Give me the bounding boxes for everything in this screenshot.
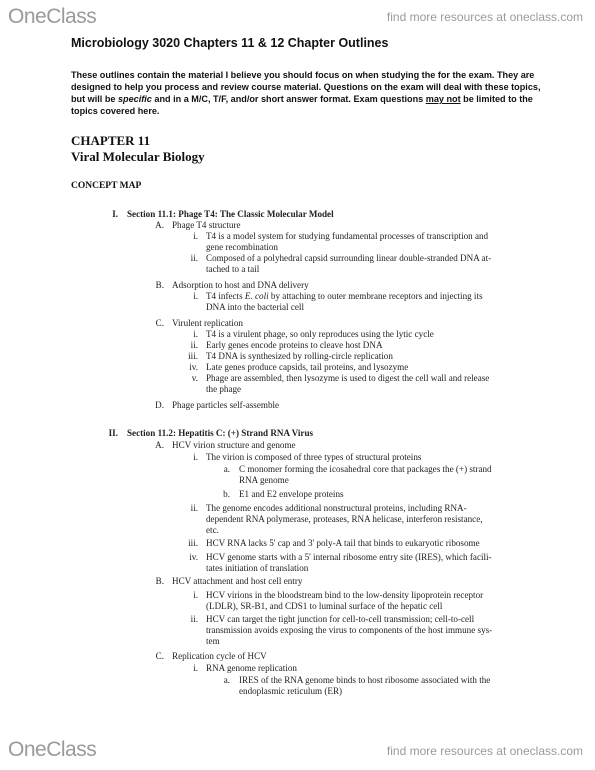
intro-paragraph <box>71 69 541 117</box>
outline-marker: iv. <box>189 362 198 372</box>
outline-marker: B. <box>155 576 164 586</box>
outline-item: The genome encodes additional nonstructural proteins, including RNA- <box>206 503 467 513</box>
oneclass-logo[interactable]: OneClass <box>8 738 97 761</box>
section-title: Section 11.1: Phage T4: The Classic Molecular Model <box>127 209 334 219</box>
outline-marker: iii. <box>188 351 198 361</box>
outline-marker: i. <box>193 231 198 241</box>
outline-item: HCV attachment and host cell entry <box>172 576 303 586</box>
outline-marker: A. <box>155 220 164 230</box>
outline-item-cont: gene recombination <box>206 242 278 252</box>
outline-item: Phage are assembled, then lysozyme is used to digest the cell wall and release <box>206 373 490 383</box>
outline-marker: a. <box>223 464 230 474</box>
concept-map-heading: CONCEPT MAP <box>71 181 142 191</box>
outline-item-cont: tem <box>206 636 220 646</box>
outline-item: HCV genome starts with a 5' internal ribosome entry site (IRES), which facili- <box>206 552 492 562</box>
outline-item: T4 is a model system for studying fundamental processes of transcription and <box>206 231 489 241</box>
outline-item-cont: RNA genome <box>239 475 289 485</box>
intro-text-3: be limited to the topics covered here. <box>71 94 533 116</box>
outline-marker: ii. <box>190 340 198 350</box>
outline-item: Replication cycle of HCV <box>172 651 267 661</box>
outline-marker: ii. <box>190 503 198 513</box>
outline-item-cont: tached to a tail <box>206 264 260 274</box>
outline-marker: a. <box>223 675 230 685</box>
outline-marker: C. <box>155 318 164 328</box>
outline-marker: ii. <box>190 253 198 263</box>
outline-item: HCV virion structure and genome <box>172 440 296 450</box>
outline-marker: i. <box>193 590 198 600</box>
outline-marker: iii. <box>188 538 198 548</box>
outline-item-cont: DNA into the bacterial cell <box>206 302 304 312</box>
outline-marker: i. <box>193 663 198 673</box>
outline-marker: B. <box>155 280 164 290</box>
outline-marker: i. <box>193 452 198 462</box>
outline-text: by attaching to outer membrane receptors and injecting its <box>268 291 483 301</box>
outline-marker: A. <box>155 440 164 450</box>
outline-item: Phage particles self-assemble <box>172 400 280 410</box>
outline-item: RNA genome replication <box>206 663 297 673</box>
intro-specific: specific <box>117 94 152 104</box>
outline-marker: i. <box>193 329 198 339</box>
chapter-subtitle: Viral Molecular Biology <box>71 149 205 164</box>
outline-item: T4 DNA is synthesized by rolling-circle replication <box>206 351 393 361</box>
outline-text: T4 infects <box>206 291 245 301</box>
outline-marker: C. <box>155 651 164 661</box>
section-marker: I. <box>112 209 118 219</box>
intro-text-1: These outlines contain the material I believe you should focus on when studying the for the exam. They are designed to help you process and review course material. Questions on the exam will deal with these topics, but will be <box>71 70 541 104</box>
document-title: Microbiology 3020 Chapters 11 & 12 Chapter Outlines <box>71 36 389 50</box>
outline-marker: D. <box>155 400 164 410</box>
outline-item: IRES of the RNA genome binds to host ribosome associated with the <box>239 675 491 685</box>
outline-item: The virion is composed of three types of structural proteins <box>206 452 422 462</box>
outline-item: Late genes produce capsids, tail proteins, and lysozyme <box>206 362 409 372</box>
outline-marker: iv. <box>189 552 198 562</box>
outline-item: HCV can target the tight junction for cell-to-cell transmission; cell-to-cell <box>206 614 475 624</box>
intro-text-2: and in a M/C, T/F, and/or short answer format. Exam questions <box>151 94 426 104</box>
outline-item-cont: endoplasmic reticulum (ER) <box>239 686 343 696</box>
oneclass-logo[interactable]: OneClass <box>8 5 97 28</box>
outline-item: Composed of a polyhedral capsid surrounding linear double-stranded DNA at- <box>206 253 492 263</box>
outline-item: Virulent replication <box>172 318 243 328</box>
outline-item-cont: (LDLR), SR-B1, and CDS1 to luminal surface of the hepatic cell <box>206 601 443 611</box>
outline-item: HCV RNA lacks 5' cap and 3' poly-A tail that binds to eukaryotic ribosome <box>206 538 480 548</box>
footer-resource-link[interactable]: find more resources at oneclass.com <box>386 744 583 758</box>
chapter-number: CHAPTER 11 <box>71 133 151 148</box>
chapter-heading <box>71 133 205 165</box>
outline-item-cont: dependent RNA polymerase, proteases, RNA helicase, interferon resistance, <box>206 514 483 524</box>
outline-marker: b. <box>223 489 230 499</box>
outline-item: HCV virions in the bloodstream bind to the low-density lipoprotein receptor <box>206 590 484 600</box>
outline-marker: i. <box>193 291 198 301</box>
species-name: E. coli <box>244 291 269 301</box>
outline-item: Adsorption to host and DNA delivery <box>172 280 309 290</box>
outline-item: E1 and E2 envelope proteins <box>239 489 344 499</box>
outline-item <box>206 291 483 302</box>
section-title: Section 11.2: Hepatitis C: (+) Strand RNA Virus <box>127 428 314 438</box>
outline-marker: v. <box>191 373 198 383</box>
outline-item: T4 is a virulent phage, so only reproduces using the lytic cycle <box>206 329 434 339</box>
outline-item: Phage T4 structure <box>172 220 241 230</box>
outline-item-cont: the phage <box>206 384 242 394</box>
outline-item-cont: etc. <box>206 525 219 535</box>
outline-item: Early genes encode proteins to cleave host DNA <box>206 340 383 350</box>
outline-item: C monomer forming the icosahedral core that packages the (+) strand <box>239 464 492 474</box>
section-marker: II. <box>108 428 118 438</box>
outline-marker: ii. <box>190 614 198 624</box>
outline-item-cont: tates initiation of translation <box>206 563 309 573</box>
intro-may-not: may not <box>425 94 461 104</box>
outline-item-cont: transmission avoids exposing the virus to components of the host immune sys- <box>206 625 493 635</box>
header-resource-link[interactable]: find more resources at oneclass.com <box>386 10 583 24</box>
